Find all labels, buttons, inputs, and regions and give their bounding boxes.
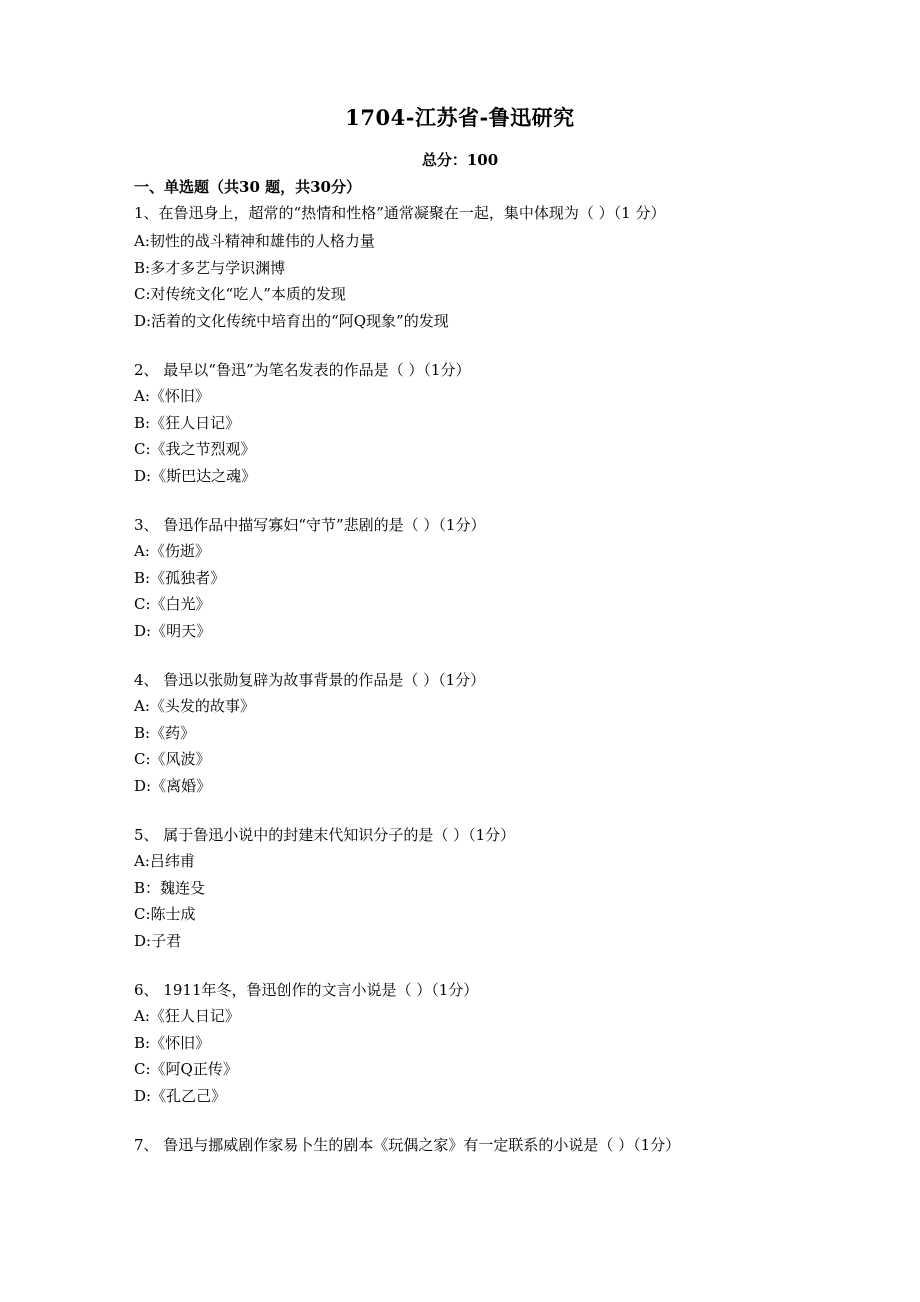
document-title: 1704-江苏省-鲁迅研究	[345, 105, 575, 130]
answer-option: C:陈士成	[134, 905, 196, 923]
answer-option: B:《药》	[134, 723, 196, 742]
total-score: 总分：100	[421, 151, 499, 169]
answer-option: D:《明天》	[134, 621, 212, 640]
answer-option: C:《阿Q正传》	[134, 1060, 238, 1078]
answer-option: A:《怀旧》	[134, 387, 210, 405]
question-stem: 7、 鲁迅与挪威剧作家易卜生的剧本《玩偶之家》有一定联系的小说是（ ）（1分）	[134, 1136, 681, 1154]
answer-option: D:《离婚》	[134, 776, 212, 795]
question-7	[134, 1132, 814, 1158]
answer-option: B:《孤独者》	[134, 568, 226, 587]
question-6	[134, 977, 814, 1109]
answer-option: C:《白光》	[134, 595, 211, 613]
answer-option: B：魏连殳	[134, 878, 206, 897]
answer-option: C:《风波》	[134, 750, 211, 768]
answer-option: C:《我之节烈观》	[134, 440, 256, 458]
answer-option: A:《伤逝》	[134, 542, 210, 560]
question-2	[134, 357, 814, 489]
answer-option: A:《狂人日记》	[134, 1007, 240, 1025]
question-stem: 3、 鲁迅作品中描写寡妇“守节”悲剧的是（ ）（1分）	[134, 516, 486, 534]
answer-option: B:多才多艺与学识渊博	[134, 258, 286, 277]
question-list	[134, 200, 814, 1181]
answer-option: B:《狂人日记》	[134, 413, 241, 432]
question-3	[134, 512, 814, 644]
question-1	[134, 200, 814, 334]
answer-option: D:《斯巴达之魂》	[134, 466, 257, 485]
answer-option: D:子君	[134, 931, 182, 950]
answer-option: D:《孔乙己》	[134, 1086, 227, 1105]
question-stem: 6、 1911年冬，鲁迅创作的文言小说是（ ）（1分）	[134, 981, 479, 999]
answer-option: D:活着的文化传统中培育出的“阿Q现象”的发现	[134, 311, 449, 330]
question-stem: 2、 最早以“鲁迅”为笔名发表的作品是（ ）（1分）	[134, 361, 471, 379]
question-stem: 4、 鲁迅以张勋复辟为故事背景的作品是（ ）（1分）	[134, 671, 486, 689]
answer-option: A:韧性的战斗精神和雄伟的人格力量	[134, 232, 375, 250]
question-4	[134, 667, 814, 799]
answer-option: C:对传统文化“吃人”本质的发现	[134, 285, 346, 303]
answer-option: B:《怀旧》	[134, 1033, 211, 1052]
answer-option: A:吕纬甫	[134, 852, 195, 870]
question-stem: 1、在鲁迅身上，超常的“热情和性格”通常凝聚在一起，集中体现为（ ）（1 分）	[134, 204, 666, 222]
question-5	[134, 822, 814, 954]
question-stem: 5、 属于鲁迅小说中的封建末代知识分子的是（ ）（1分）	[134, 826, 516, 844]
section-heading: 一、单选题（共30 题，共30分）	[134, 178, 361, 196]
answer-option: A:《头发的故事》	[134, 697, 255, 715]
